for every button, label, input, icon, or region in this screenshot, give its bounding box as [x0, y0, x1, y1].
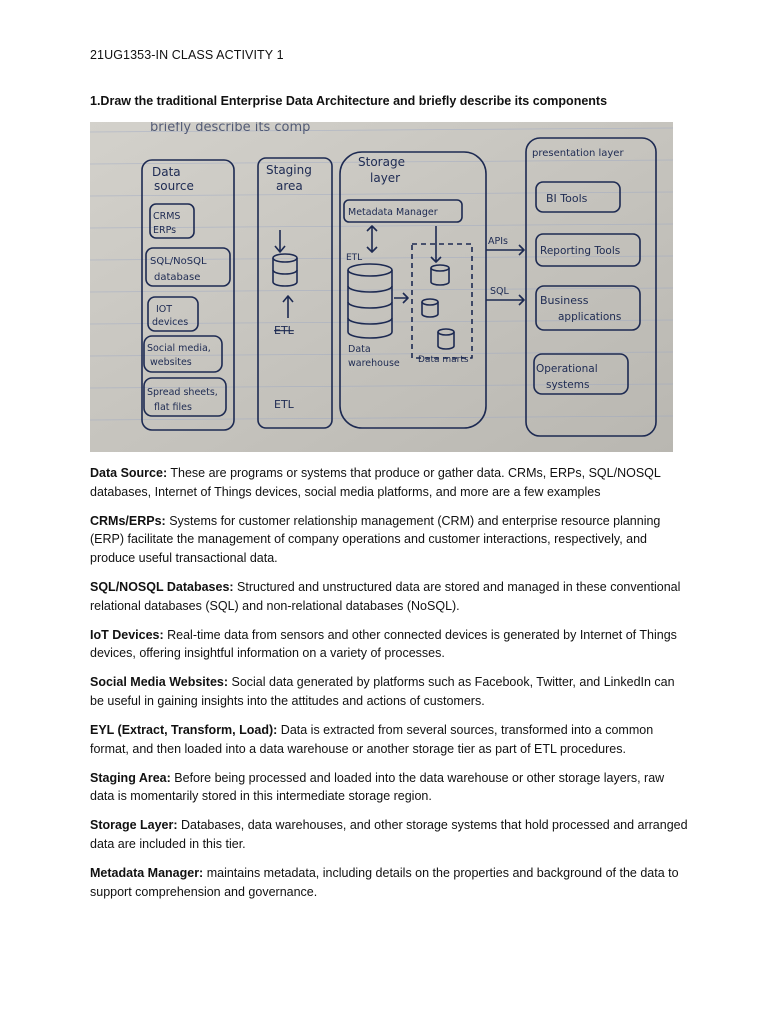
paragraph-storage-layer — [90, 816, 690, 853]
applications-label: applications — [558, 311, 622, 323]
term-metadata-manager: Metadata Manager: — [90, 866, 204, 881]
paragraph-staging-area — [90, 769, 690, 806]
business-label: Business — [540, 294, 589, 307]
warehouse-label-2: warehouse — [348, 358, 400, 369]
term-data-source: Data Source: — [90, 466, 168, 480]
paragraph-sql-nosql — [90, 578, 690, 615]
erps-label: ERPs — [153, 225, 177, 236]
spreadsheets-label: Spread sheets, — [147, 387, 218, 398]
desc-staging-area: Before being processed and loaded into the data warehouse or other storage layers, raw data is momentarily stored in this intermediate storage region. — [90, 770, 665, 804]
top-scribble: briefly describe its comp — [150, 122, 311, 135]
paragraph-metadata-manager — [90, 864, 690, 901]
iot-label: IOT — [156, 304, 173, 315]
diagram-sketch — [90, 122, 673, 452]
data-source-title-1: Data — [152, 165, 181, 179]
devices-label: devices — [152, 317, 189, 328]
staging-title-1: Staging — [266, 163, 312, 177]
staging-title-2: area — [276, 179, 303, 193]
storage-title-2: layer — [370, 171, 401, 185]
question-heading: 1.Draw the traditional Enterprise Data Architecture and briefly describe its components — [90, 94, 608, 108]
data-marts-label: Data marts — [418, 355, 469, 365]
term-staging-area: Staging Area: — [90, 770, 171, 785]
desc-crms-erps: Systems for customer relationship management (CRM) and enterprise resource planning (ERP) facilitate the management of company operations and customer interactions, respectively, and produce useful transactional data. — [90, 513, 661, 565]
paragraph-etl — [90, 721, 690, 758]
data-source-title-2: source — [154, 179, 194, 193]
paragraph-iot-devices — [90, 626, 690, 663]
staging-etl-label: ETL — [274, 398, 294, 411]
activity-header: 21UG1353-IN CLASS ACTIVITY 1 — [90, 48, 284, 62]
term-sql-nosql: SQL/NOSQL Databases: — [90, 579, 234, 594]
term-etl: EYL (Extract, Transform, Load): — [90, 723, 278, 738]
presentation-title: presentation layer — [532, 148, 624, 159]
desc-etl: Data is extracted from several sources, transformed into a common format, and then loaded into a data warehouse or another storage tier as part of ETL procedures. — [90, 723, 654, 756]
desc-data-source: These are programs or systems that produce or gather data. CRMs, ERPs, SQL/NOSQL databases, Internet of Things devices, social media platforms, and more are a few examples — [90, 466, 661, 499]
apis-label: APIs — [488, 236, 508, 247]
paragraph-social-media — [90, 673, 690, 710]
paragraph-data-source — [90, 464, 690, 501]
diagram-photo — [90, 122, 673, 452]
database-label: database — [154, 272, 201, 283]
storage-title-1: Storage — [358, 155, 405, 169]
component-descriptions — [90, 464, 690, 912]
flat-files-label: flat files — [154, 402, 192, 413]
desc-storage-layer: Databases, data warehouses, and other storage systems that hold processed and arranged data are included in this tier. — [90, 818, 688, 851]
reporting-tools-label: Reporting Tools — [540, 245, 621, 257]
warehouse-label-1: Data — [348, 344, 371, 355]
desc-iot-devices: Real-time data from sensors and other connected devices is generated by Internet of Things devices, offering insightful information on a variety of processes. — [90, 627, 677, 661]
desc-sql-nosql: Structured and unstructured data are stored and managed in these conventional relational databases (SQL) and non-relational databases (NoSQL). — [90, 579, 681, 613]
operational-label: Operational — [536, 363, 598, 375]
term-iot-devices: IoT Devices: — [90, 627, 164, 642]
term-storage-layer: Storage Layer: — [90, 818, 178, 833]
bi-tools-label: BI Tools — [546, 192, 588, 205]
crms-label: CRMS — [153, 211, 181, 222]
websites-label: websites — [150, 357, 192, 368]
desc-metadata-manager: maintains metadata, including details on the properties and background of the data to support comprehension and governance. — [90, 866, 679, 899]
term-crms-erps: CRMs/ERPs: — [90, 513, 166, 528]
sql-label: SQL — [490, 286, 509, 297]
desc-social-media: Social data generated by platforms such as Facebook, Twitter, and LinkedIn can be useful in gaining insights into the attitudes and actions of customers. — [90, 675, 675, 708]
staging-etl-struck: ETL — [274, 324, 294, 337]
social-media-label: Social media, — [147, 343, 211, 354]
systems-label: systems — [546, 379, 590, 391]
paragraph-crms-erps — [90, 512, 690, 568]
metadata-manager-label: Metadata Manager — [348, 207, 438, 218]
sql-nosql-label: SQL/NoSQL — [150, 256, 207, 267]
storage-etl-label: ETL — [346, 253, 363, 263]
term-social-media: Social Media Websites: — [90, 675, 229, 690]
